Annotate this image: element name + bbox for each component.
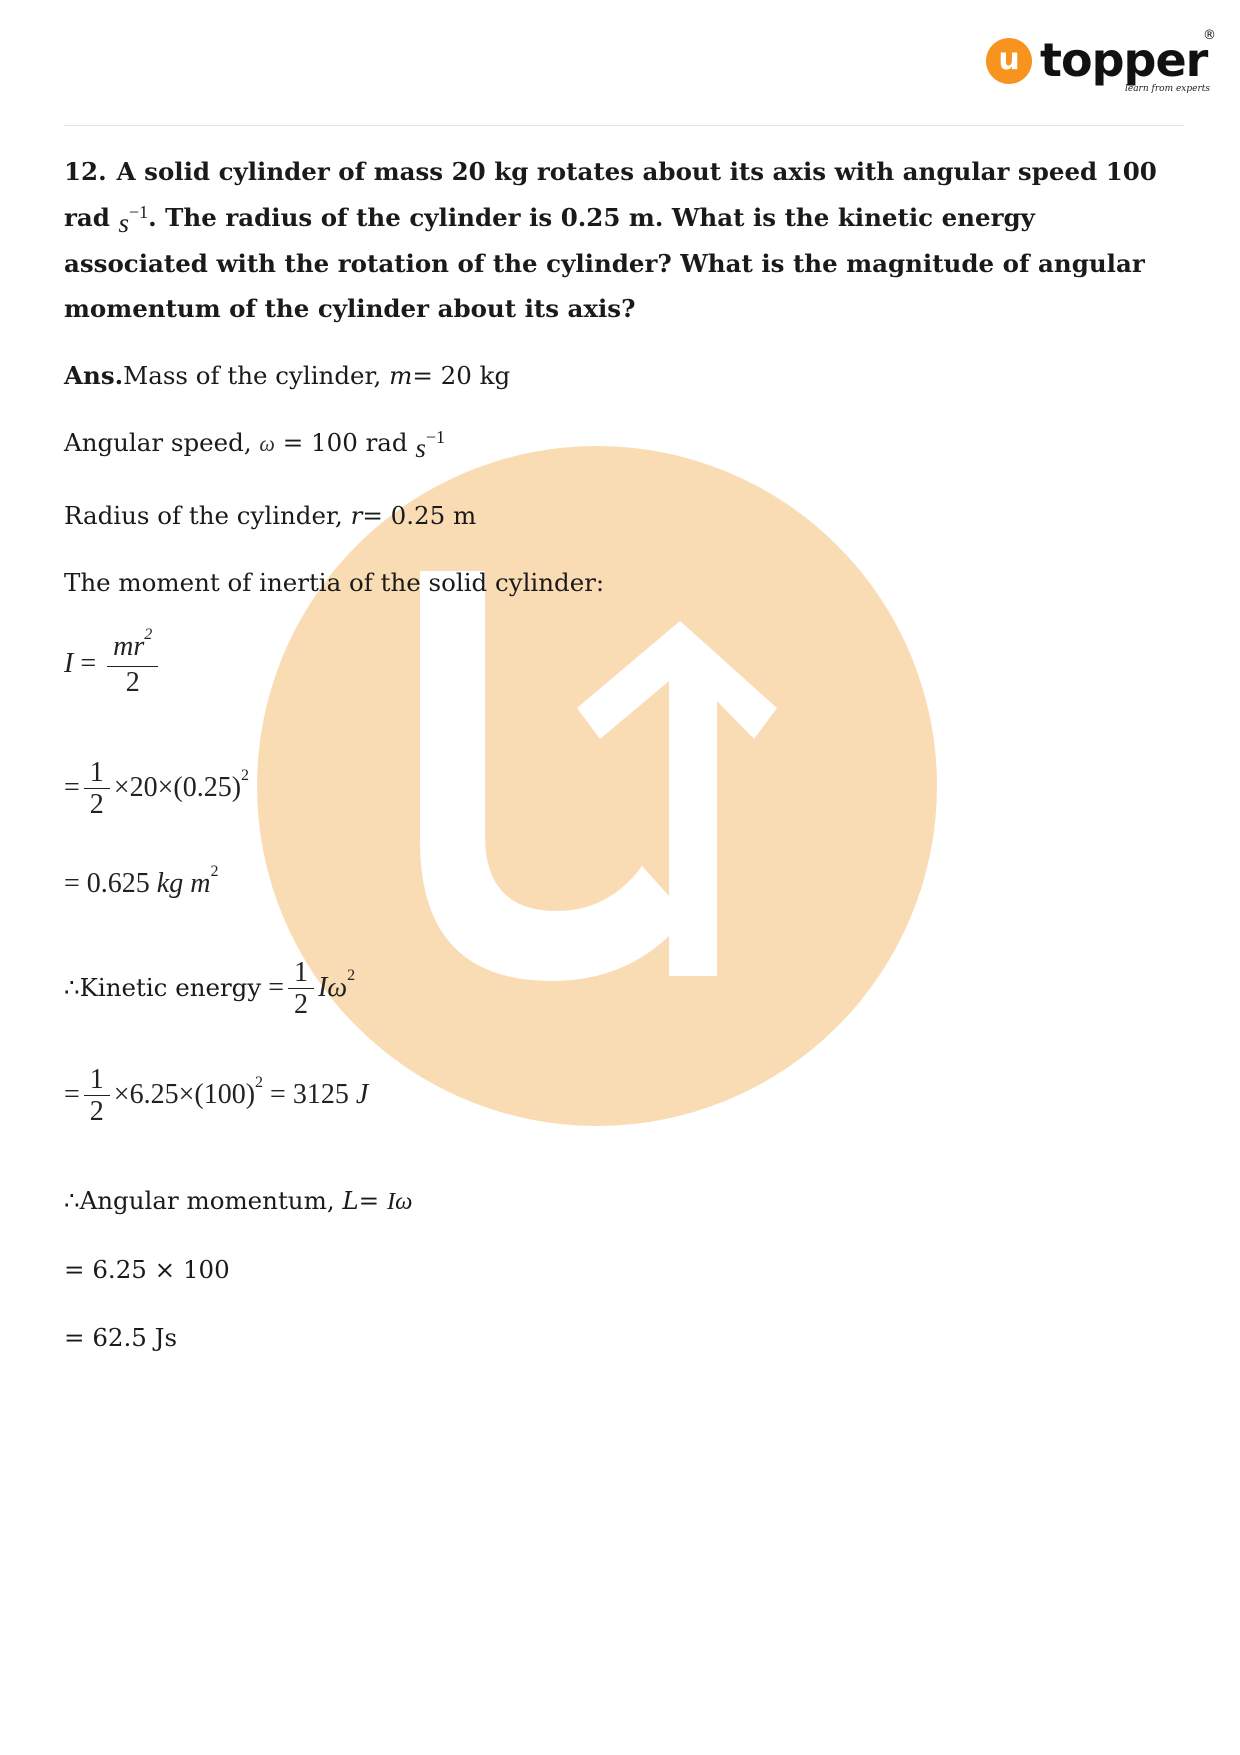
equation-kinetic-energy: ∴Kinetic energy = $\frac{1}{2}$ $I\omega^2$ [64,957,356,1020]
registered-mark: ® [1203,28,1216,43]
question-unit-s: $s^{-1}$ [118,201,149,238]
logo-badge-icon: u [986,38,1032,84]
angular-speed-line: Angular speed, ω = 100 rad $s^{-1}$ [64,427,446,463]
inertia-intro: The moment of inertia of the solid cylinder: [64,568,605,597]
angular-momentum-line: ∴Angular momentum, L= Iω [64,1186,413,1215]
equation-kinetic-calc: = $\frac{1}{2}$ $\times 6.25\times(100)^2 = 3125$ J [64,1064,369,1127]
speed-unit-s: $s^{-1}$ [415,427,446,463]
question-text [64,150,1180,331]
question-number: 12. [64,157,107,186]
question-part2: . The radius of the cylinder is 0.25 m. What is the kinetic energy associated with the rotation of the cylinder? What is the magnitude of angular momentum of the cylinder about its axis? [64,202,1145,323]
equation-inertia-calc: = $\frac{1}{2}$ $\times 20\times(0.25)^2$ [64,757,250,820]
answer-label: Ans. [64,361,124,390]
question-part1: A solid cylinder of mass 20 kg rotates about its axis with angular speed 100 rad [64,157,1157,232]
topper-logo[interactable] [986,30,1216,100]
header-divider [64,125,1184,126]
angular-momentum-calc: = 6.25 × 100 [64,1255,230,1284]
page-header [0,0,1240,126]
answer-mass-line: Ans.Mass of the cylinder, m= 20 kg [64,361,511,390]
logo-tagline: learn from experts [1124,84,1210,94]
radius-line: Radius of the cylinder, r= 0.25 m [64,501,477,530]
equation-inertia-formula: I = $\frac{mr^2}{2}$ [64,632,162,699]
equation-inertia-result: = 0.625 kg $m^2$ [64,863,219,899]
angular-momentum-result: = 62.5 Js [64,1323,178,1352]
omega-symbol: ω [259,431,275,456]
logo-wordmark: topper [1040,33,1208,87]
